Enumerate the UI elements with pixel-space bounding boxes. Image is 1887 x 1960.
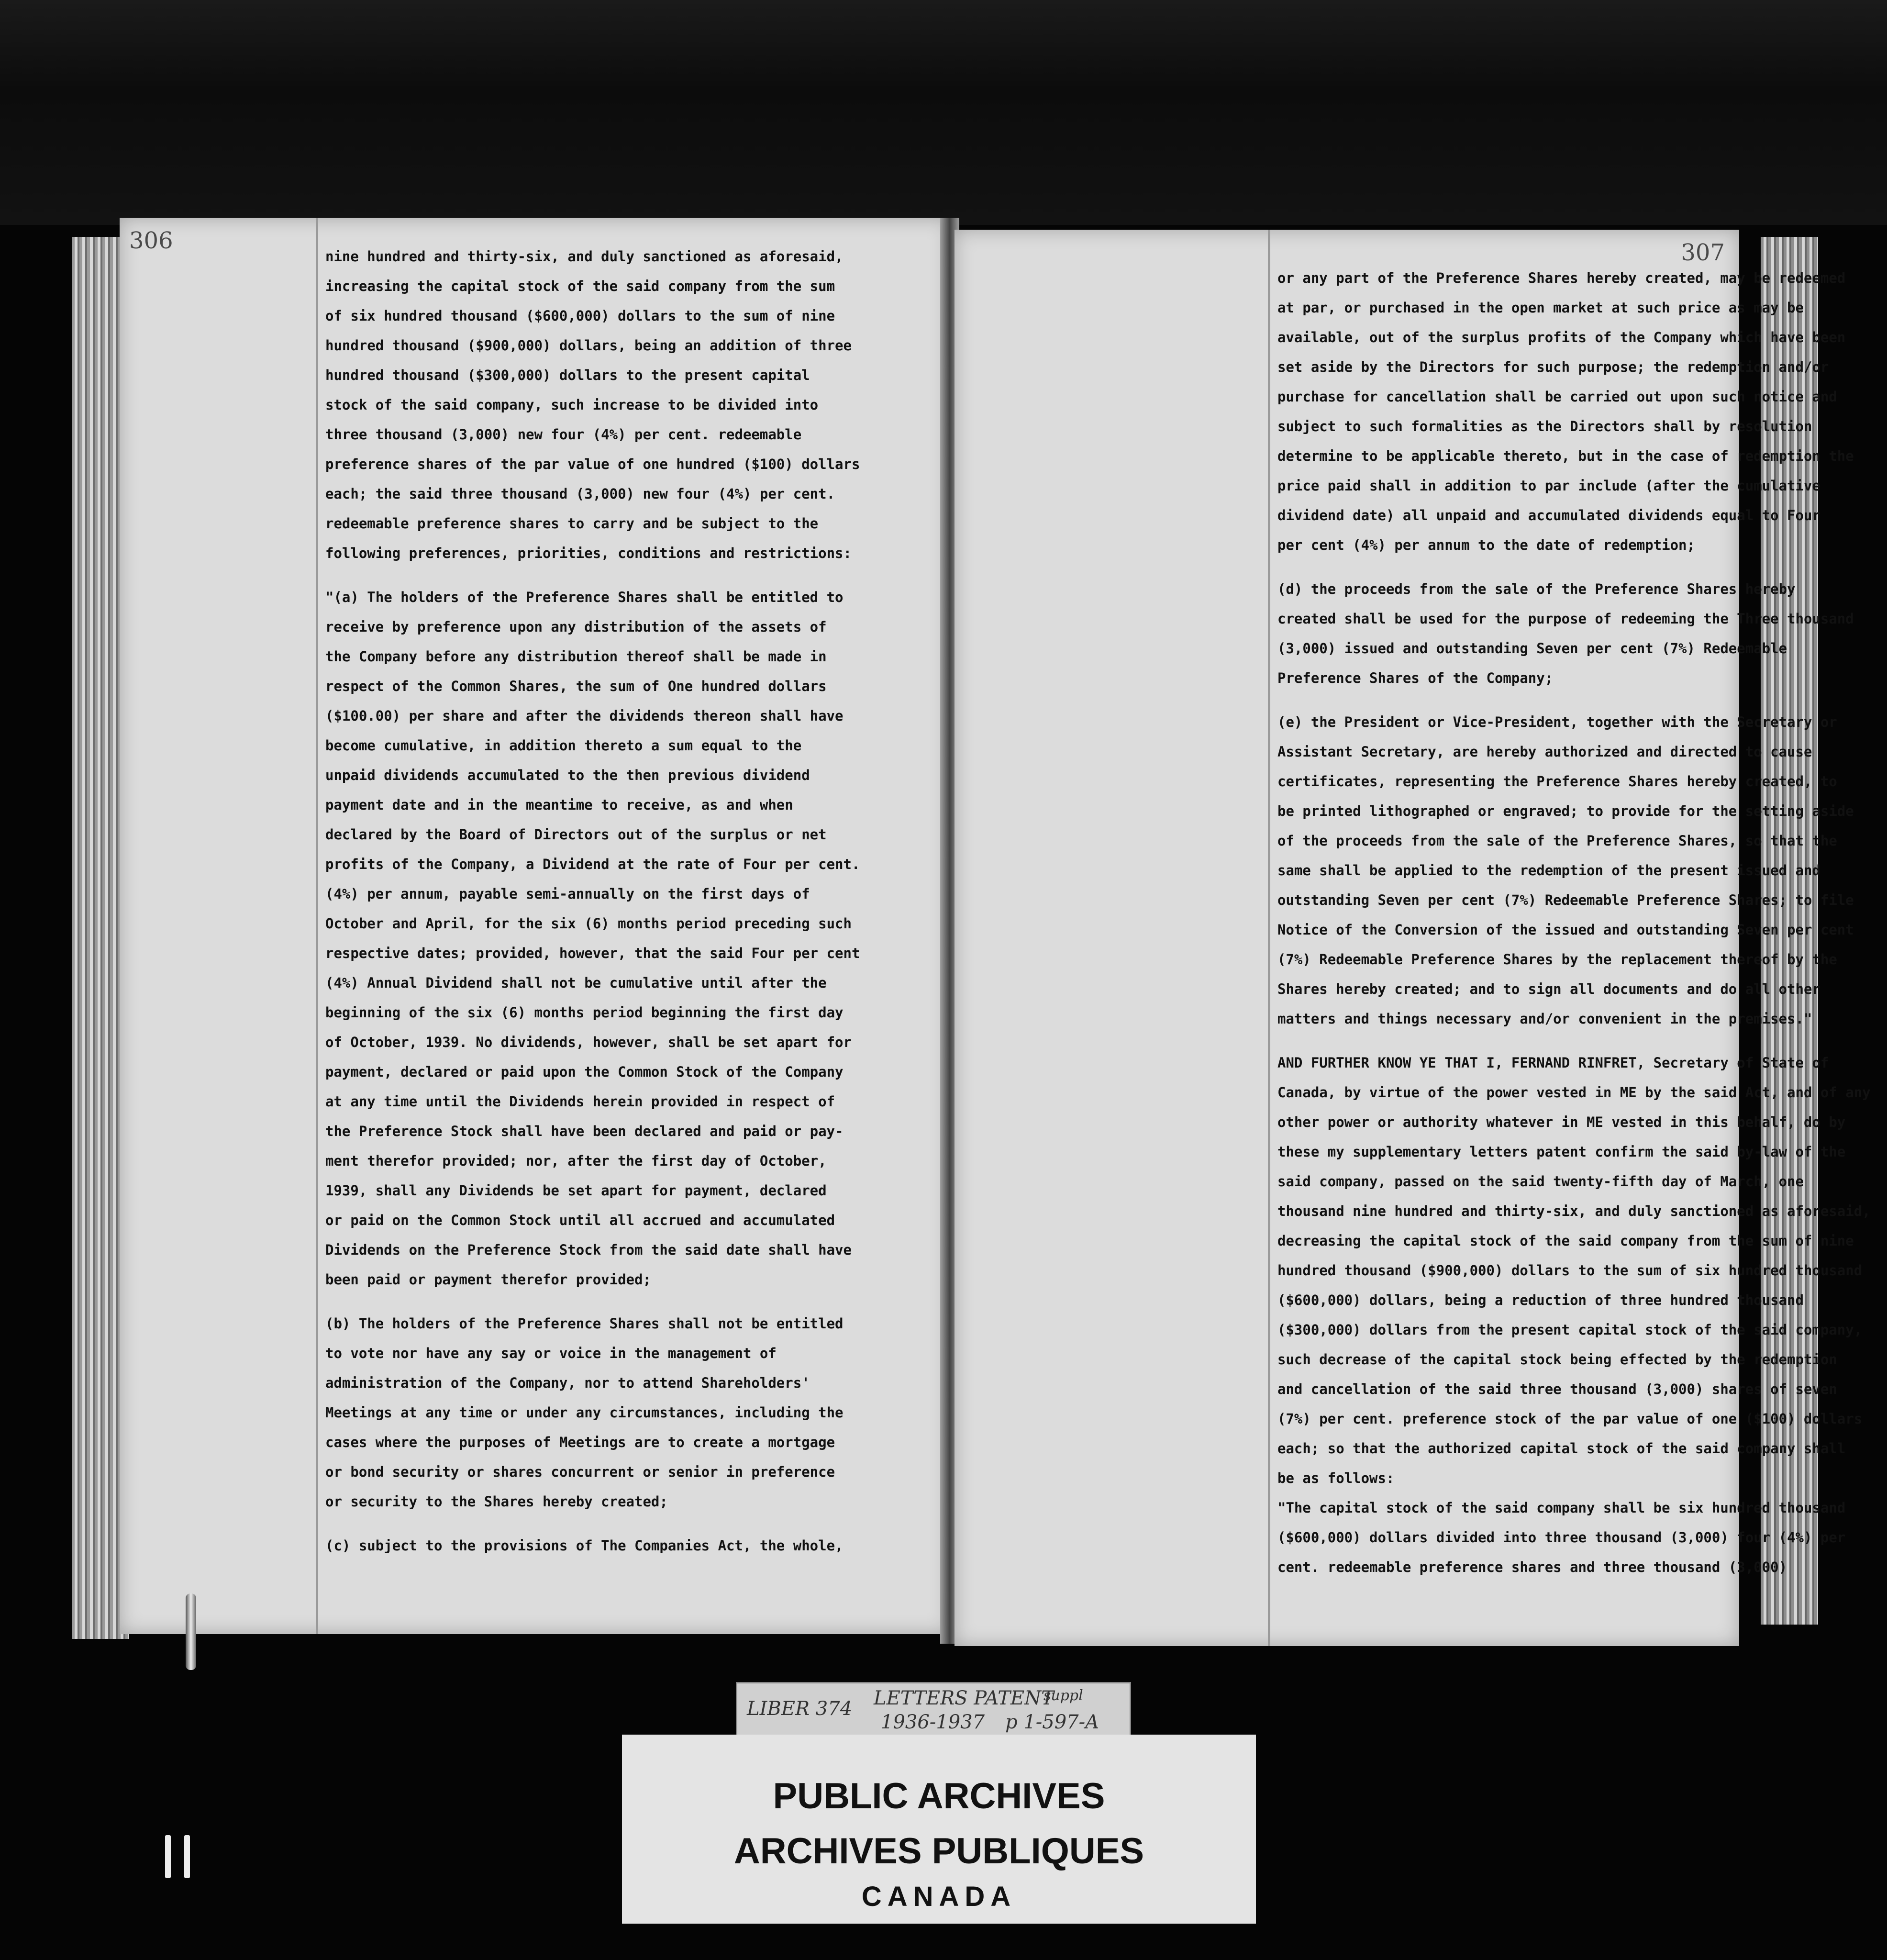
left-page-text-line: or security to the Shares hereby created; <box>325 1493 668 1510</box>
right-page-text-line: at par, or purchased in the open market at such price as may be <box>1277 300 1804 316</box>
paragraph-gap <box>325 568 860 582</box>
right-page-text-line: AND FURTHER KNOW YE THAT I, FERNAND RINFRET, Secretary of State of <box>1277 1055 1829 1071</box>
left-page-text-line: (c) subject to the provisions of The Companies Act, the whole, <box>325 1537 844 1554</box>
left-page-text-line: declared by the Board of Directors out of the surplus or net <box>325 826 827 843</box>
right-page-text-line: be as follows: <box>1277 1470 1395 1486</box>
liber-suppl: suppl <box>1043 1687 1083 1704</box>
left-page-text-line: profits of the Company, a Dividend at the rate of Four per cent. <box>325 856 860 872</box>
left-page-text-line: ($100.00) per share and after the dividends thereon shall have <box>325 708 844 724</box>
right-page-text-line: or any part of the Preference Shares hereby created, may be redeemed <box>1277 270 1846 286</box>
right-page-text-line: purchase for cancellation shall be carried out upon such notice and <box>1277 389 1837 405</box>
left-page-text-line: beginning of the six (6) months period beginning the first day <box>325 1004 844 1021</box>
right-page-text-line: Assistant Secretary, are hereby authorized and directed to cause <box>1277 744 1812 760</box>
right-page-text-line: other power or authority whatever in ME vested in this behalf, do by <box>1277 1114 1846 1130</box>
right-page <box>955 230 1871 1646</box>
right-page-text-line: each; so that the authorized capital stock of the said company shall <box>1277 1440 1846 1457</box>
right-page-text-line: dividend date) all unpaid and accumulated dividends equal to Four <box>1277 507 1820 523</box>
right-page-text-line: created shall be used for the purpose of redeeming the Three thousand <box>1277 611 1854 627</box>
right-page-text-line: subject to such formalities as the Directors shall by resolution <box>1277 418 1812 434</box>
left-page-text-line: Dividends on the Preference Stock from the said date shall have <box>325 1242 852 1258</box>
left-page-text-line: to vote nor have any say or voice in the management of <box>325 1345 777 1361</box>
left-page-text-line: unpaid dividends accumulated to the then previous dividend <box>325 767 810 783</box>
left-page-text-line: at any time until the Dividends herein provided in respect of <box>325 1093 835 1110</box>
right-page-text-line: be printed lithographed or engraved; to provide for the setting aside <box>1277 803 1854 819</box>
right-page-text-line: Canada, by virtue of the power vested in ME by the said Act, and of any <box>1277 1084 1871 1101</box>
left-page-text-line: 1939, shall any Dividends be set apart for payment, declared <box>325 1182 827 1199</box>
liber-title: LETTERS PATENT <box>874 1687 1054 1709</box>
left-page-text-line: receive by preference upon any distribution of the assets of <box>325 619 827 635</box>
left-page-text-line: the Company before any distribution thereof shall be made in <box>325 648 827 665</box>
paragraph-gap <box>1277 1034 1871 1048</box>
right-page-text-line: price paid shall in addition to par include (after the cumulative <box>1277 478 1820 494</box>
scan-background <box>0 0 1887 225</box>
left-page-text-line: nine hundred and thirty-six, and duly sanctioned as aforesaid, <box>325 248 844 265</box>
left-page-text-line: hundred thousand ($300,000) dollars to the present capital <box>325 367 810 383</box>
left-page-text-line: (4%) Annual Dividend shall not be cumulative until after the <box>325 975 827 991</box>
left-page-text-line: (b) The holders of the Preference Shares shall not be entitled <box>325 1315 844 1332</box>
left-page-text-line: respect of the Common Shares, the sum of One hundred dollars <box>325 678 827 694</box>
right-page-text-line: Shares hereby created; and to sign all documents and do all other <box>1277 981 1820 997</box>
paragraph-gap <box>1277 693 1871 707</box>
right-page-text-line: same shall be applied to the redemption of the present issued and <box>1277 862 1820 879</box>
right-page-text-line: available, out of the surplus profits of the Company which have been <box>1277 329 1846 345</box>
left-page <box>120 218 950 1634</box>
left-page-text-line: cases where the purposes of Meetings are to create a mortgage <box>325 1434 835 1450</box>
left-page-text-line: payment date and in the meantime to receive, as and when <box>325 797 793 813</box>
right-page-text-line: these my supplementary letters patent confirm the said by-law of the <box>1277 1144 1846 1160</box>
left-page-text-line: payment, declared or paid upon the Common Stock of the Company <box>325 1064 844 1080</box>
right-page-text-line: matters and things necessary and/or convenient in the premises." <box>1277 1011 1812 1027</box>
right-page-text-line: (3,000) issued and outstanding Seven per cent (7%) Redeemable <box>1277 640 1787 657</box>
right-page-text-line: Notice of the Conversion of the issued and outstanding Seven per cent <box>1277 922 1854 938</box>
right-page-text-line: decreasing the capital stock of the said company from the sum of nine <box>1277 1233 1854 1249</box>
left-page-text-line: redeemable preference shares to carry and be subject to the <box>325 515 819 532</box>
right-page-text-line: certificates, representing the Preference Shares hereby created, to <box>1277 773 1837 790</box>
right-page-text-line: thousand nine hundred and thirty-six, and duly sanctioned as aforesaid, <box>1277 1203 1871 1219</box>
left-page-text-line: ment therefor provided; nor, after the first day of October, <box>325 1153 827 1169</box>
right-page-text-line: and cancellation of the said three thousand (3,000) shares of seven <box>1277 1381 1837 1397</box>
left-page-text-line: October and April, for the six (6) months period preceding such <box>325 915 852 932</box>
left-page-text-line: been paid or payment therefor provided; <box>325 1271 651 1288</box>
right-page-text-line: set aside by the Directors for such purpose; the redemption and/or <box>1277 359 1829 375</box>
right-page-text-line: ($300,000) dollars from the present capital stock of the said company, <box>1277 1322 1863 1338</box>
left-page-text-line: of six hundred thousand ($600,000) dollars to the sum of nine <box>325 308 835 324</box>
left-page-text-line: Meetings at any time or under any circumstances, including the <box>325 1404 844 1421</box>
right-page-text-line: of the proceeds from the sale of the Preference Shares, so that the <box>1277 833 1837 849</box>
left-page-text-line: (4%) per annum, payable semi-annually on the first days of <box>325 886 810 902</box>
right-page-text-line: Preference Shares of the Company; <box>1277 670 1554 686</box>
archive-line-1: PUBLIC ARCHIVES <box>773 1776 1105 1816</box>
right-page-text-line: (d) the proceeds from the sale of the Preference Shares hereby <box>1277 581 1796 597</box>
left-page-text-line: increasing the capital stock of the said company from the sum <box>325 278 835 294</box>
left-page-text-line: of October, 1939. No dividends, however, shall be set apart for <box>325 1034 852 1050</box>
right-page-text-line: cent. redeemable preference shares and three thousand (3,000) <box>1277 1559 1787 1575</box>
right-margin-rule <box>1268 230 1270 1646</box>
archive-stamp <box>622 1735 1256 1924</box>
open-ledger-book <box>72 218 1871 1644</box>
paragraph-gap <box>325 1294 860 1309</box>
right-page-text-line: ($600,000) dollars, being a reduction of three hundred thousand <box>1277 1292 1804 1308</box>
right-page-text-line: determine to be applicable thereto, but in the case of redemption the <box>1277 448 1854 464</box>
left-page-text-line: following preferences, priorities, conditions and restrictions: <box>325 545 852 561</box>
left-margin-rule <box>316 218 318 1634</box>
left-page-text <box>325 242 860 1560</box>
right-page-text-line: hundred thousand ($900,000) dollars to the sum of six hundred thousand <box>1277 1262 1863 1279</box>
left-page-text-line: "(a) The holders of the Preference Shares shall be entitled to <box>325 589 844 605</box>
right-page-text-line: (e) the President or Vice-President, together with the Secretary or <box>1277 714 1837 730</box>
right-page-number: 307 <box>1681 239 1725 266</box>
left-page-number: 306 <box>129 227 173 254</box>
right-page-text-line: said company, passed on the said twenty-fifth day of March, one <box>1277 1173 1804 1190</box>
left-page-text-line: preference shares of the par value of one hundred ($100) dollars <box>325 456 860 472</box>
left-page-text-line: each; the said three thousand (3,000) new four (4%) per cent. <box>325 486 835 502</box>
left-page-text-line: or bond security or shares concurrent or senior in preference <box>325 1464 835 1480</box>
right-page-text-line: per cent (4%) per annum to the date of redemption; <box>1277 537 1695 553</box>
liber-years: 1936-1937 <box>881 1711 985 1733</box>
left-page-text-line: administration of the Company, nor to attend Shareholders' <box>325 1375 810 1391</box>
paragraph-gap <box>325 1516 860 1531</box>
right-page-text-line: (7%) per cent. preference stock of the par value of one ($100) dollars <box>1277 1411 1863 1427</box>
left-page-text-line: three thousand (3,000) new four (4%) per cent. redeemable <box>325 426 802 443</box>
left-page-text-line: hundred thousand ($900,000) dollars, being an addition of three <box>325 337 852 354</box>
right-page-text <box>1277 263 1871 1582</box>
right-page-text-line: (7%) Redeemable Preference Shares by the replacement thereof by the <box>1277 951 1837 968</box>
right-page-text-line: "The capital stock of the said company shall be six hundred thousand <box>1277 1500 1846 1516</box>
left-page-text-line: become cumulative, in addition thereto a sum equal to the <box>325 737 802 754</box>
paragraph-gap <box>1277 560 1871 574</box>
right-page-text-line: such decrease of the capital stock being effected by the redemption <box>1277 1351 1837 1368</box>
archive-line-2: ARCHIVES PUBLIQUES <box>733 1831 1144 1871</box>
film-mark <box>165 1835 171 1878</box>
left-page-text-line: respective dates; provided, however, that the said Four per cent <box>325 945 860 961</box>
left-page-text-line: or paid on the Common Stock until all accrued and accumulated <box>325 1212 835 1228</box>
page-holder-pin <box>186 1593 196 1670</box>
liber-pages: p 1-597-A <box>1005 1711 1099 1733</box>
film-mark <box>184 1835 190 1878</box>
right-page-text-line: ($600,000) dollars divided into three thousand (3,000) four (4%) per <box>1277 1529 1846 1546</box>
left-page-text-line: stock of the said company, such increase to be divided into <box>325 397 819 413</box>
liber-volume: LIBER 374 <box>747 1698 853 1720</box>
liber-label <box>736 1682 1131 1737</box>
archive-line-3: CANADA <box>861 1881 1017 1912</box>
left-page-text-line: the Preference Stock shall have been declared and paid or pay- <box>325 1123 844 1139</box>
right-page-text-line: outstanding Seven per cent (7%) Redeemable Preference Shares; to file <box>1277 892 1854 908</box>
